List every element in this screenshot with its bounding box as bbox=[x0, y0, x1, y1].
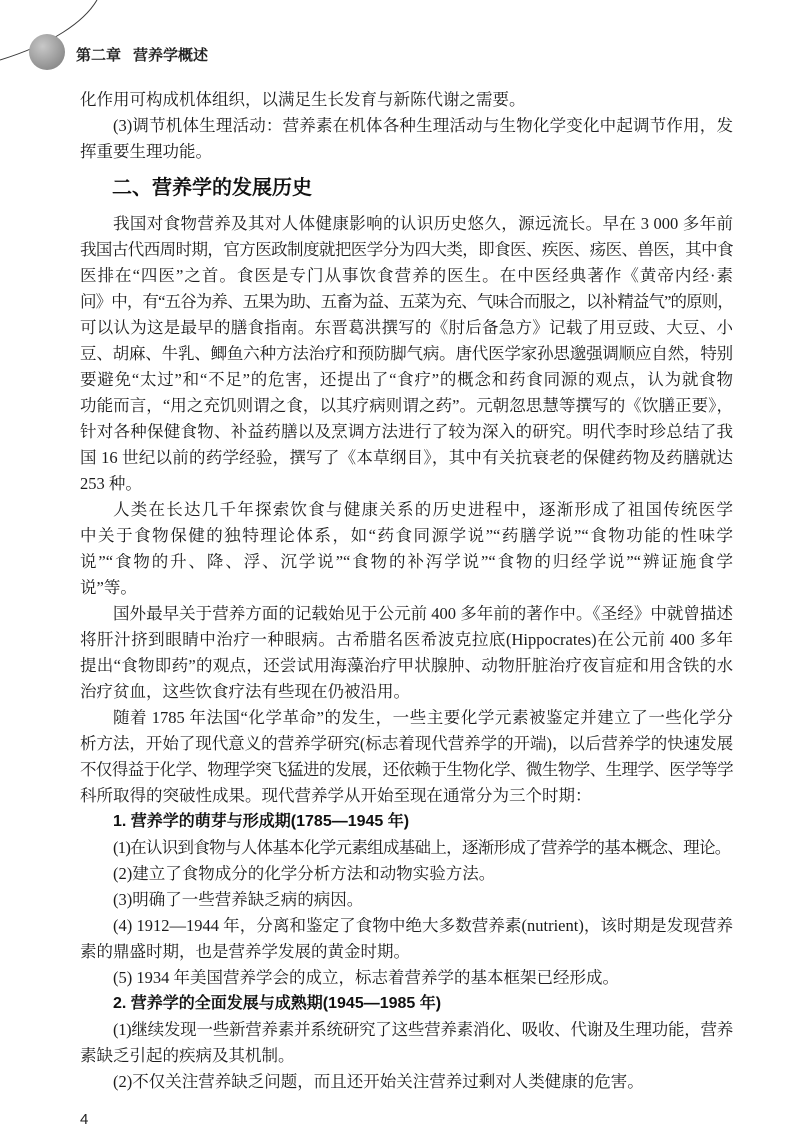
text-line: (2)建立了食物成分的化学分析方法和动物实验方法。 bbox=[113, 864, 496, 883]
text-line: (1)继续发现一些新营养素并系统研究了这些营养素消化、吸收、代谢及生理功能，营养 bbox=[113, 1020, 733, 1039]
text-line: 科所取得的突破性成果。现代营养学从开始至现在通常分为三个时期： bbox=[80, 786, 592, 805]
text-line: 豆、胡麻、牛乳、鲫鱼六种方法治疗和预防脚气病。唐代医学家孙思邈强调顺应自然，特别 bbox=[80, 344, 733, 363]
text-line: 素缺乏引起的疾病及其机制。 bbox=[80, 1046, 295, 1065]
chapter-title: 营养学概述 bbox=[133, 47, 209, 64]
text-line: 随着 1785 年法国“化学革命”的发生，一些主要化学元素被鉴定并建立了一些化学分 bbox=[113, 708, 733, 727]
text-line: 人类在长达几千年探索饮食与健康关系的历史进程中，逐渐形成了祖国传统医学 bbox=[113, 500, 733, 519]
paragraph bbox=[80, 601, 733, 705]
list-item bbox=[80, 861, 733, 887]
text-line: 素的鼎盛时期，也是营养学发展的黄金时期。 bbox=[80, 942, 410, 961]
list-item bbox=[80, 1017, 733, 1069]
paragraph bbox=[80, 705, 733, 809]
paragraph bbox=[80, 497, 733, 601]
text-line: 医排在“四医”之首。食医是专门从事饮食营养的医生。在中医经典著作《黄帝内经·素 bbox=[80, 266, 733, 285]
text-line: 化作用可构成机体组织，以满足生长发育与新陈代谢之需要。 bbox=[80, 90, 526, 109]
text-line: 将肝汁挤到眼睛中治疗一种眼病。古希腊名医希波克拉底(Hippocrates)在公元前 400 多年 bbox=[80, 630, 733, 649]
text-line: (3)调节机体生理活动：营养素在机体各种生理活动与生物化学变化中起调节作用，发 bbox=[113, 116, 733, 135]
text-line: 国外最早关于营养方面的记载始见于公元前 400 多年前的著作中。《圣经》中就曾描述 bbox=[113, 604, 733, 623]
text-line: 中关于食物保健的独特理论体系，如“药食同源学说”“药膳学说”“食物功能的性味学 bbox=[80, 526, 733, 545]
subsection-heading: 1. 营养学的萌芽与形成期(1785—1945 年) bbox=[113, 813, 410, 830]
text-line: (4) 1912—1944 年，分离和鉴定了食物中绝大多数营养素(nutrient)，该时期是发现营养 bbox=[113, 916, 733, 935]
list-item bbox=[80, 1069, 733, 1095]
text-line: 说”“食物的升、降、浮、沉学说”“食物的补泻学说”“食物的归经学说”“辨证施食学 bbox=[80, 552, 733, 571]
text-line: 问》中，有“五谷为养、五果为助、五畜为益、五菜为充、气味合而服之，以补精益气”的原则， bbox=[80, 292, 733, 311]
text-line: 挥重要生理功能。 bbox=[80, 142, 212, 161]
text-line: 可以认为这是最早的膳食指南。东晋葛洪撰写的《肘后备急方》记载了用豆豉、大豆、小 bbox=[80, 318, 733, 337]
text-line: 253 种。 bbox=[80, 474, 142, 493]
text-line: 治疗贫血，这些饮食疗法有些现在仍被沿用。 bbox=[80, 682, 410, 701]
text-line: (5) 1934 年美国营养学会的成立，标志着营养学的基本框架已经形成。 bbox=[113, 968, 619, 987]
subsection-heading: 2. 营养学的全面发展与成熟期(1945—1985 年) bbox=[113, 995, 442, 1012]
header-ornament bbox=[0, 0, 110, 80]
list-item bbox=[80, 887, 733, 913]
text-line: (3)明确了一些营养缺乏病的病因。 bbox=[113, 890, 364, 909]
list-item bbox=[80, 835, 733, 861]
paragraph bbox=[80, 211, 733, 497]
text-line: 国 16 世纪以前的药学经验，撰写了《本草纲目》，其中有关抗衰老的保健药物及药膳就达 bbox=[80, 448, 733, 467]
text-line: 我国对食物营养及其对人体健康影响的认识历史悠久，源远流长。早在 3 000 多年前 bbox=[113, 214, 733, 233]
text-line: 要避免“太过”和“不足”的危害，还提出了“食疗”的概念和药食同源的观点，认为就食物 bbox=[80, 370, 733, 389]
page-number: 4 bbox=[80, 1111, 89, 1128]
text-line: 功能而言，“用之充饥则谓之食，以其疗病则谓之药”。元朝忽思慧等撰写的《饮膳正要》， bbox=[80, 396, 733, 415]
text-line: 针对各种保健食物、补益药膳以及烹调方法进行了较为深入的研究。明代李时珍总结了我 bbox=[80, 422, 733, 441]
text-line: 析方法，开始了现代意义的营养学研究(标志着现代营养学的开端)，以后营养学的快速发展 bbox=[80, 734, 733, 753]
text-line: (1)在认识到食物与人体基本化学元素组成基础上，逐渐形成了营养学的基本概念、理论。 bbox=[113, 838, 731, 857]
text-line: 提出“食物即药”的观点，还尝试用海藻治疗甲状腺肿、动物肝脏治疗夜盲症和用含铁的水 bbox=[80, 656, 733, 675]
header-circle-icon bbox=[29, 34, 65, 70]
text-line: 我国古代西周时期，官方医政制度就把医学分为四大类，即食医、疾医、疡医、兽医，其中食 bbox=[80, 240, 733, 259]
text-line: 说”等。 bbox=[80, 578, 137, 597]
list-item bbox=[80, 965, 733, 991]
list-item bbox=[80, 113, 733, 165]
chapter-label: 第二章 bbox=[76, 47, 122, 64]
page-body bbox=[80, 87, 733, 1095]
chapter-header bbox=[76, 45, 208, 67]
section-heading: 二、营养学的发展历史 bbox=[112, 177, 312, 199]
paragraph bbox=[80, 87, 733, 113]
list-item bbox=[80, 913, 733, 965]
text-line: 不仅得益于化学、物理学突飞猛进的发展，还依赖于生物化学、微生物学、生理学、医学等学 bbox=[80, 760, 733, 779]
text-line: (2)不仅关注营养缺乏问题，而且还开始关注营养过剩对人类健康的危害。 bbox=[113, 1072, 644, 1091]
